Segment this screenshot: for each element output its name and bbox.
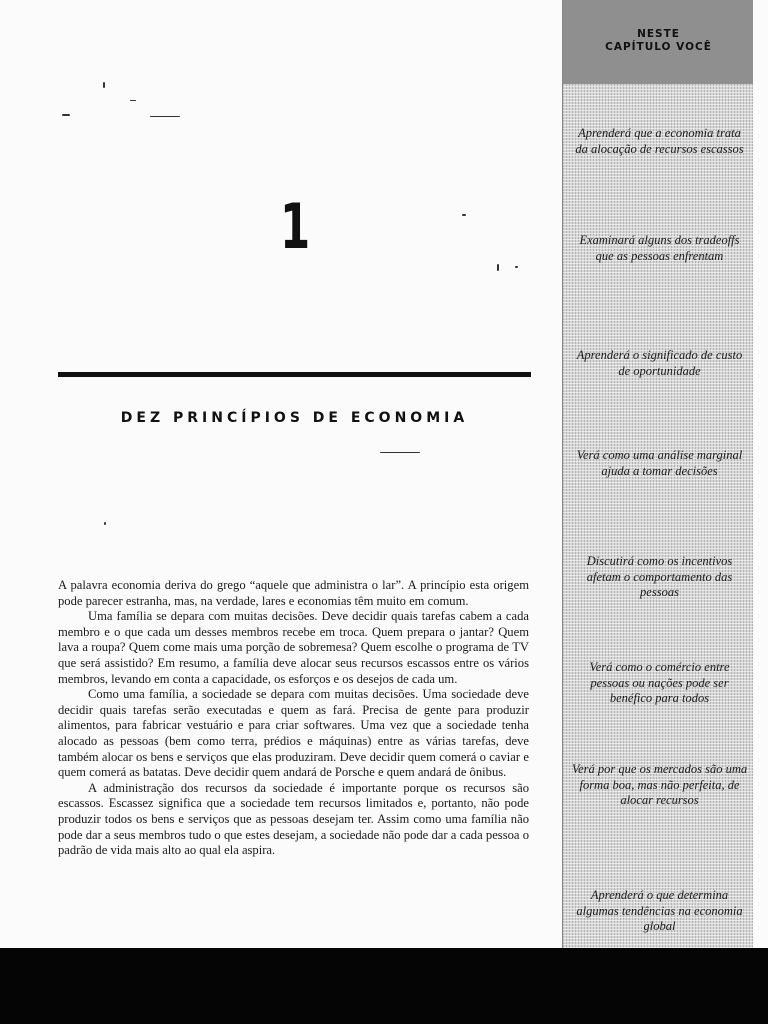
objective-item: Verá como uma análise marginal ajuda a tomar decisões — [576, 448, 743, 478]
scan-speck — [515, 266, 518, 268]
body-paragraph: Uma família se depara com muitas decisões. Deve decidir quais tarefas cabem a cada membro e o que cada um desses membros recebe em troca. Quem prepara o jantar? Quem lava a roupa? Quem come mais uma porção de sobremesa? Quem escolhe o programa de TV que será assistido? Em resumo, a família deve alocar seus recursos escassos entre os vários membros, levando em conta a capacidade, os esforços e os desejos de cada um. — [58, 609, 529, 686]
scan-speck — [462, 214, 466, 216]
objective-item: Aprenderá que a economia trata da alocação de recursos escassos — [575, 126, 744, 156]
scan-speck — [150, 116, 180, 117]
chapter-title-rule — [58, 372, 531, 377]
scan-speck — [130, 100, 136, 101]
scan-speck — [104, 522, 106, 525]
sidebar-header — [563, 0, 754, 84]
objective-item: Aprenderá o que determina algumas tendências na economia global — [576, 888, 743, 933]
chapter-body — [58, 578, 529, 859]
objective-item: Discutirá como os incentivos afetam o comportamento das pessoas — [586, 554, 733, 599]
chapter-title: DEZ PRINCÍPIOS DE ECONOMIA — [120, 410, 469, 426]
objective-item: Examinará alguns dos tradeoffs que as pessoas enfrentam — [579, 233, 740, 263]
scan-speck — [62, 114, 70, 116]
chapter-objectives-sidebar — [562, 0, 754, 948]
objective-item: Aprenderá o significado de custo de oportunidade — [576, 348, 743, 378]
sidebar-heading-line: NESTE — [637, 28, 680, 40]
sidebar-heading — [563, 28, 754, 54]
scan-border — [0, 948, 768, 1024]
chapter-number: 1 — [280, 190, 311, 263]
body-paragraph: A palavra economia deriva do grego “aquele que administra o lar”. A princípio esta origem pode parecer estranha, mas, na verdade, lares e economias têm muito em comum. — [58, 578, 529, 608]
scan-speck — [103, 82, 105, 88]
body-paragraph: A administração dos recursos da sociedade é importante porque os recursos são escassos. Escassez significa que a sociedade tem recursos limitados e, portanto, não pode produzir todos os bens e serviços que as pessoas desejam ter. Assim como uma família não pode dar a seus membros tudo o que estes desejam, a sociedade não pode dar a cada pessoa o padrão de vida mais alto ao qual ela aspira. — [58, 780, 529, 858]
scan-speck — [380, 452, 420, 453]
page-margin-right — [753, 0, 768, 948]
objective-item: Verá por que os mercados são uma forma boa, mas não perfeita, de alocar recursos — [571, 762, 748, 807]
body-paragraph: Como uma família, a sociedade se depara com muitas decisões. Uma sociedade deve decidir quais tarefas serão executadas e quem as fará. Precisa de gente para produzir alimentos, para fabricar vestuário e para criar softwares. Uma vez que a sociedade tenha alocado as pessoas (bem como terra, prédios e máquinas) entre as várias tarefas, deve também alocar os bens e serviços que elas produziram. Deve decidir quem comerá o caviar e quem comerá as batatas. Deve decidir quem andará de Porsche e quem andará de ônibus. — [58, 687, 529, 780]
objective-item: Verá como o comércio entre pessoas ou nações pode ser benéfico para todos — [589, 660, 730, 705]
scan-speck — [497, 264, 499, 271]
sidebar-heading-line: CAPÍTULO VOCÊ — [605, 41, 712, 53]
